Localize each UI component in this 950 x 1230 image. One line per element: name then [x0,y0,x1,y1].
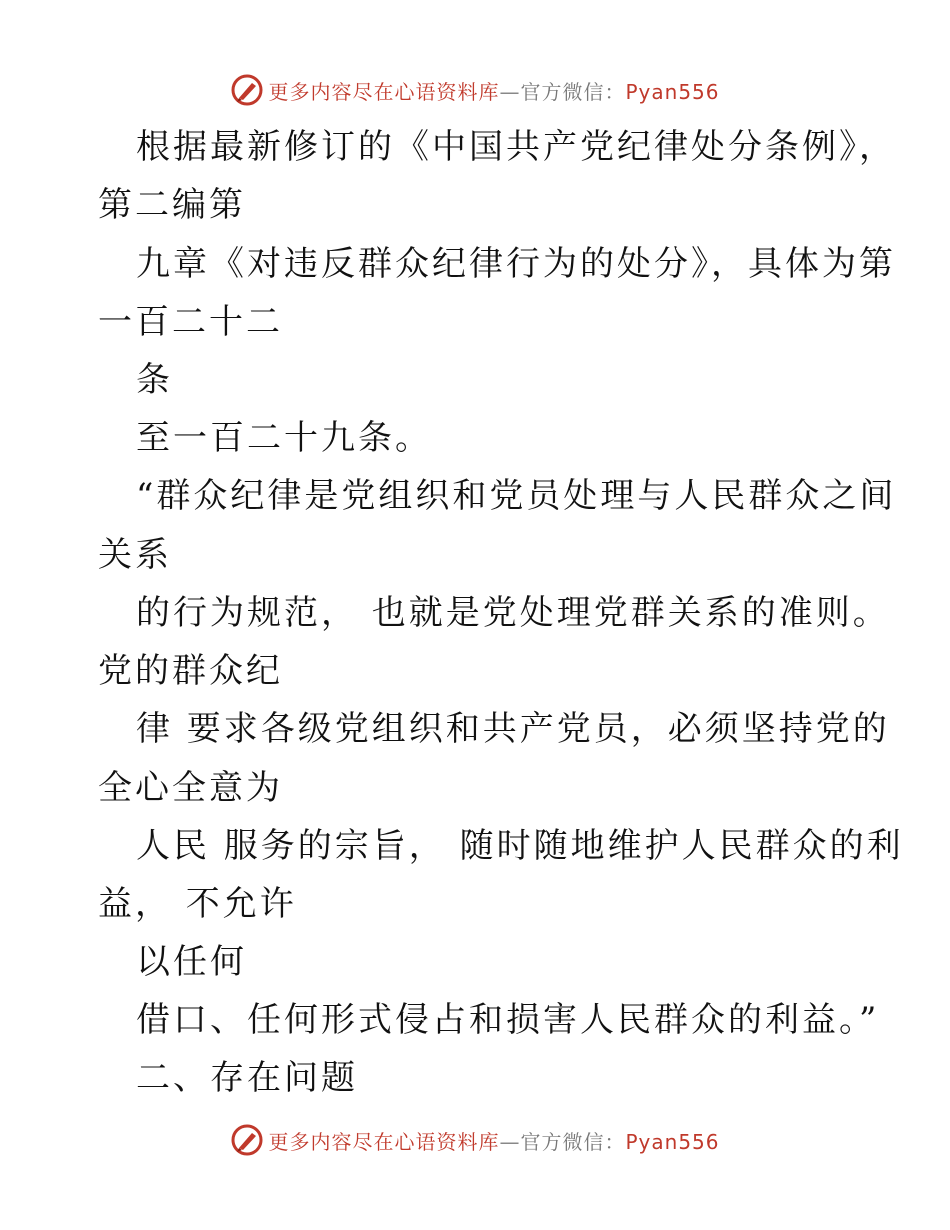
paragraph-line: 第二编第 [98,185,246,225]
paragraph-line: 关系 [98,535,172,575]
paragraph-line: “群众纪律是党组织和党员处理与人民群众之间 [136,476,897,516]
paragraph-line: 根据最新修订的《中国共产党纪律处分条例》， [136,127,896,167]
watermark-dash: — [499,1129,521,1154]
watermark-main: 更多内容尽在心语资料库 [268,1129,500,1154]
pen-logo-icon [230,1123,264,1157]
footer-watermark [0,1120,950,1160]
paragraph-line: 党的群众纪 [98,651,283,691]
watermark-wechat-id: Pyan556 [625,1129,720,1154]
paragraph-line: 全心全意为 [98,768,283,808]
paragraph-line: 至一百二十九条。 [136,418,432,458]
paragraph-line: 借口、任何形式侵占和损害人民群众的利益。” [136,1000,880,1040]
paragraph-line: 一百二十二 [98,302,283,342]
section-heading: 二、存在问题 [136,1058,358,1098]
paragraph-line: 律 要求各级党组织和共产党员，必须坚持党的 [136,709,890,749]
watermark-main: 更多内容尽在心语资料库 [268,79,500,104]
watermark-wechat-id: Pyan556 [625,79,720,104]
paragraph-line: 九章《对违反群众纪律行为的处分》，具体为第 [136,244,896,284]
header-watermark-text [268,76,719,105]
watermark-wechat-label: 官方微信： [520,1129,626,1154]
paragraph-line: 益， 不允许 [98,884,297,924]
header-watermark [0,70,950,110]
paragraph-line: 条 [136,360,173,400]
pen-logo-icon [230,73,264,107]
paragraph-line: 的行为规范， 也就是党处理党群关系的准则。 [136,593,890,633]
watermark-dash: — [499,79,521,104]
paragraph-line: 以任何 [136,942,247,982]
watermark-wechat-label: 官方微信： [520,79,626,104]
footer-watermark-text [268,1126,719,1155]
paragraph-line: 人民 服务的宗旨， 随时随地维护人民群众的利 [136,826,904,866]
